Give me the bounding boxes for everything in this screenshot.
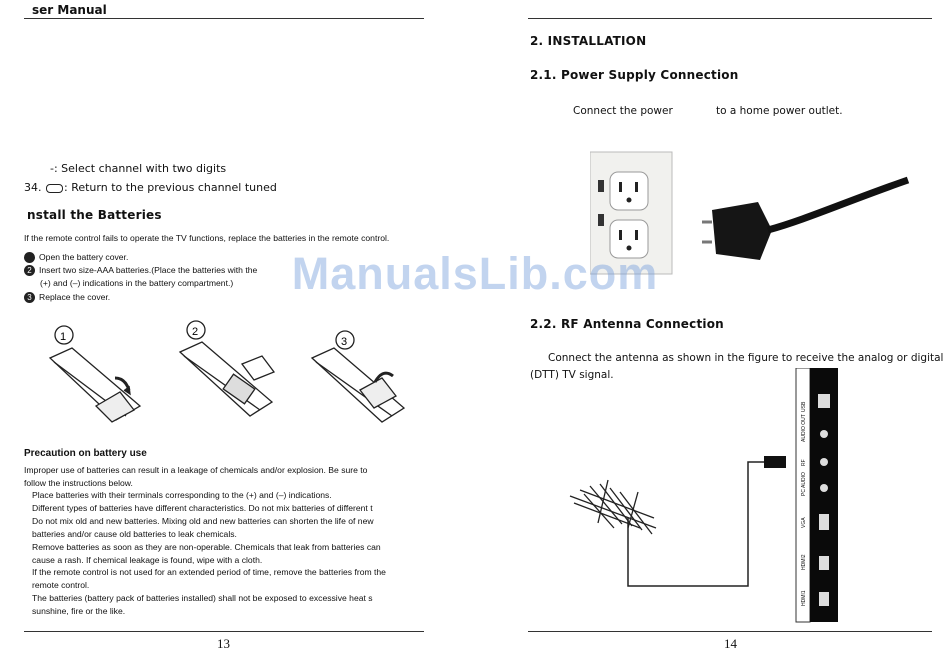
panel-label-hdmi2: HDMI2 — [801, 554, 807, 570]
precaution-line: The batteries (battery pack of batteries installed) shall not be exposed to excessive heat s — [32, 593, 373, 604]
step-1-bullet-icon — [24, 252, 35, 263]
antenna-icon — [570, 480, 656, 534]
usb-port-icon — [598, 180, 604, 192]
precaution-heading: Precaution on battery use — [24, 448, 147, 459]
panel-label-usb: USB — [801, 401, 807, 412]
precaution-line: If the remote control is not used for an extended period of time, remove the batteries from the — [32, 567, 386, 578]
step-1-text: Open the battery cover. — [39, 252, 129, 262]
precaution-list — [32, 489, 386, 618]
antenna-connection-figure — [560, 368, 840, 624]
left-footer-rule — [24, 631, 424, 632]
power-supply-heading: 2.1. Power Supply Connection — [530, 68, 739, 82]
installation-heading: 2. INSTALLATION — [530, 34, 647, 48]
antenna-text-2: (DTT) TV signal. — [530, 369, 614, 381]
rf-antenna-heading: 2.2. RF Antenna Connection — [530, 317, 724, 331]
right-header-rule — [528, 18, 932, 19]
precaution-line: sunshine, fire or the like. — [32, 606, 126, 617]
step-2 — [24, 264, 257, 277]
step-2-bullet-icon: 2 — [24, 265, 35, 276]
outlet-socket-bottom — [610, 220, 648, 258]
precaution-line: cause a rash. If chemical leakage is found, wipe with a cloth. — [32, 554, 263, 565]
panel-label-rf: RF — [801, 459, 807, 466]
step-3-text: Replace the cover. — [39, 292, 111, 302]
watermark: ManualsLib.com — [291, 248, 659, 299]
figure-label-3: 3 — [341, 336, 348, 348]
precaution-line: batteries and/or cause old batteries to leak chemicals. — [32, 528, 237, 539]
item-34-text: : Return to the previous channel tuned — [64, 181, 277, 194]
remote-figure-3 — [312, 331, 404, 422]
figure-label-2: 2 — [192, 326, 199, 338]
precaution-intro-2: follow the instructions below. — [24, 478, 133, 488]
step-3 — [24, 291, 110, 304]
step-2-text-line1: Insert two size-AAA batteries.(Place the batteries with the — [39, 265, 258, 275]
power-text-a: Connect the power — [573, 105, 673, 117]
battery-install-figure — [30, 318, 430, 438]
precaution-line: remote control. — [32, 580, 90, 591]
item-dash-text: -: Select channel with two digits — [50, 162, 227, 175]
panel-label-hdmi1: HDMI1 — [801, 590, 807, 606]
precaution-line: Place batteries with their terminals corresponding to the (+) and (–) indications. — [32, 490, 332, 500]
antenna-text-1: Connect the antenna as shown in the figure to receive the analog or digital — [548, 352, 944, 364]
step-1 — [24, 251, 128, 264]
precaution-line: Remove batteries as soon as they are non-operable. Chemicals that leak from batteries can — [32, 541, 381, 552]
figure-label-1: 1 — [60, 331, 67, 343]
right-page-number: 14 — [724, 636, 737, 651]
left-header-rule — [24, 18, 424, 19]
step-3-bullet-icon: 3 — [24, 292, 35, 303]
step-2-text-line2: (+) and (–) indications in the battery compartment.) — [40, 278, 234, 288]
precaution-line: Different types of batteries have different characteristics. Do not mix batteries of different t — [32, 502, 373, 513]
usb-port-icon — [598, 214, 604, 226]
left-page-header: ser Manual — [32, 3, 107, 17]
recall-button-icon — [46, 184, 63, 193]
right-footer-rule — [528, 631, 932, 632]
batteries-heading: nstall the Batteries — [27, 208, 162, 222]
panel-label-audio-out: AUDIO OUT — [801, 414, 807, 442]
power-outlet-figure — [590, 150, 910, 278]
panel-label-vga: VGA — [801, 517, 807, 528]
antenna-cable — [628, 462, 766, 586]
precaution-line: Do not mix old and new batteries. Mixing old and new batteries can shorten the life of new — [32, 515, 374, 526]
left-page-number: 13 — [217, 636, 230, 651]
power-text-b: to a home power outlet. — [716, 105, 843, 117]
batteries-intro: If the remote control fails to operate the TV functions, replace the batteries in the remote control. — [24, 233, 390, 243]
item-34 — [24, 181, 277, 194]
outlet-socket-top — [610, 172, 648, 210]
item-34-number: 34. — [24, 181, 42, 194]
panel-label-pc-audio: PC AUDIO — [801, 472, 807, 496]
power-plug-icon — [702, 180, 908, 260]
rf-plug-icon — [764, 456, 786, 468]
precaution-intro-1: Improper use of batteries can result in a leakage of chemicals and/or explosion. Be sure to — [24, 465, 368, 475]
